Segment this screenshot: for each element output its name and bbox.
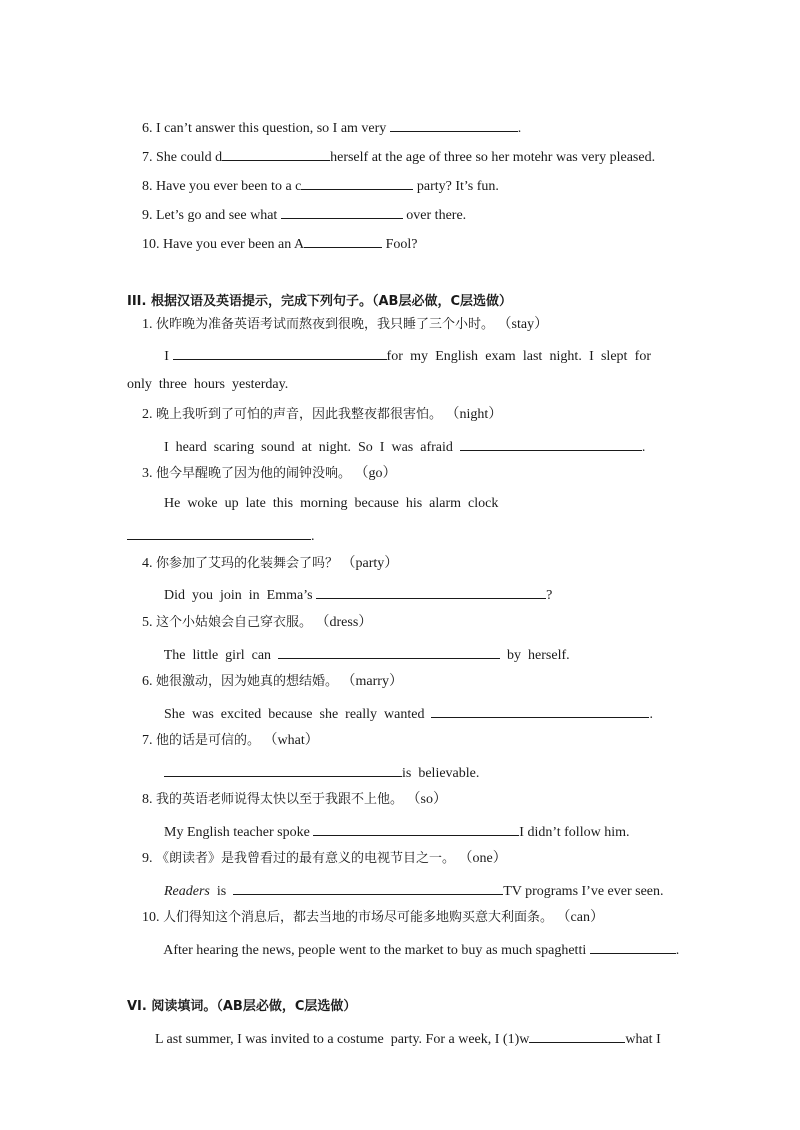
item-number: 8. <box>142 792 153 807</box>
reading-paragraph <box>148 1010 661 1049</box>
paragraph-text: L ast summer, I was invited to a costume party. For a week, I (1)w <box>155 1032 530 1047</box>
sentence-text: I didn’t follow him. <box>519 825 630 840</box>
item-text: party? It’s fun. <box>413 179 499 194</box>
sentence-text: . <box>649 707 653 722</box>
item-number: 2. <box>142 407 153 422</box>
keyword-hint: （what） <box>263 733 319 748</box>
sentence-text: He woke up late this morning because his alarm clock <box>164 496 499 511</box>
keyword-hint: （night） <box>445 407 503 422</box>
sentence-text: I <box>164 349 173 364</box>
keyword-hint: （marry） <box>341 674 403 689</box>
sentence-text: TV programs I’ve ever seen. <box>503 884 664 899</box>
item-text: herself at the age of three so her motehr was very pleased. <box>330 150 656 165</box>
chinese-prompt: 他今早醒晚了因为他的闹钟没响。 <box>156 466 352 481</box>
item-text: Fool? <box>382 237 418 252</box>
answer-blank[interactable] <box>460 436 642 451</box>
sentence-text: After hearing the news, people went to the market to buy as much spaghetti <box>163 943 590 958</box>
item-number: 6. <box>142 121 153 136</box>
chinese-prompt: 人们得知这个消息后，都去当地的市场尽可能多地购买意大利面条。 <box>163 910 554 925</box>
item-text: Have you ever been to a c <box>156 179 302 194</box>
item-number: 5. <box>142 615 153 630</box>
keyword-hint: （so） <box>406 792 447 807</box>
keyword-hint: （go） <box>354 466 397 481</box>
item-number: 9. <box>142 851 153 866</box>
item-text: She could d <box>156 150 223 165</box>
sentence-text: ? <box>546 588 553 603</box>
sentence-text: only three hours yesterday. <box>127 377 289 392</box>
sentence-text: by herself. <box>500 648 570 663</box>
item-number: 3. <box>142 466 153 481</box>
item-number: 8. <box>142 179 153 194</box>
item-number: 10. <box>142 237 160 252</box>
keyword-hint: （one） <box>458 851 507 866</box>
keyword-hint: （party） <box>341 556 399 571</box>
item-text: Have you ever been an A <box>163 237 305 252</box>
sentence-text: Did you join in Emma’s <box>164 588 317 603</box>
fill-in-item-10 <box>135 215 418 254</box>
keyword-hint: （can） <box>556 910 604 925</box>
chinese-prompt: 伙昨晚为准备英语考试而熬夜到很晚，我只睡了三个小时。 <box>156 317 495 332</box>
item-number: 6. <box>142 674 153 689</box>
program-title: Readers <box>164 884 210 899</box>
keyword-hint: （dress） <box>315 615 373 630</box>
sentence-text: for my English exam last night. I slept for <box>386 349 651 364</box>
chinese-prompt: 你参加了艾玛的化装舞会了吗？ <box>156 556 339 571</box>
chinese-prompt: 晚上我听到了可怕的声音，因此我整夜都很害怕。 <box>156 407 443 422</box>
item-text: . <box>517 121 522 136</box>
sentence-text: My English teacher spoke <box>164 825 314 840</box>
chinese-prompt: 他的话是可信的。 <box>156 733 261 748</box>
item-text: over there. <box>402 208 467 223</box>
item-number: 1. <box>142 317 153 332</box>
item-text: Let’s go and see what <box>156 208 281 223</box>
translate-item-10-sentence <box>157 921 679 960</box>
sentence-text: I heard scaring sound at night. So I was afraid <box>164 440 460 455</box>
chinese-prompt: 《朗读者》是我曾看过的最有意义的电视节目之一。 <box>156 851 456 866</box>
answer-blank[interactable] <box>431 703 649 718</box>
item-number: 10. <box>142 910 160 925</box>
answer-blank[interactable] <box>529 1028 625 1043</box>
sentence-text: . <box>675 943 680 958</box>
sentence-text: is believable. <box>402 766 480 781</box>
answer-blank[interactable] <box>304 233 382 248</box>
sentence-text: She was excited because she really wanted <box>164 707 432 722</box>
chinese-prompt: 这个小姑娘会自己穿衣服。 <box>156 615 313 630</box>
answer-blank[interactable] <box>590 939 676 954</box>
sentence-text: The little girl can <box>163 648 279 663</box>
sentence-text: . <box>641 440 646 455</box>
paragraph-text: what I <box>625 1032 661 1047</box>
section-6-title: VI. 阅读填词。（AB层必做，C层选做） <box>127 999 357 1014</box>
item-number: 7. <box>142 150 153 165</box>
chinese-prompt: 我的英语老师说得太快以至于我跟不上他。 <box>156 792 404 807</box>
item-text: I can’t answer this question, so I am very <box>156 121 390 136</box>
item-number: 7. <box>142 733 153 748</box>
sentence-text: is <box>209 884 234 899</box>
keyword-hint: （stay） <box>497 317 549 332</box>
sentence-text: . <box>311 529 315 544</box>
chinese-prompt: 她很激动，因为她真的想结婚。 <box>156 674 339 689</box>
item-number: 9. <box>142 208 153 223</box>
section-3-title: III. 根据汉语及英语提示，完成下列句子。（AB层必做，C层选做） <box>127 294 512 309</box>
item-number: 4. <box>142 556 153 571</box>
